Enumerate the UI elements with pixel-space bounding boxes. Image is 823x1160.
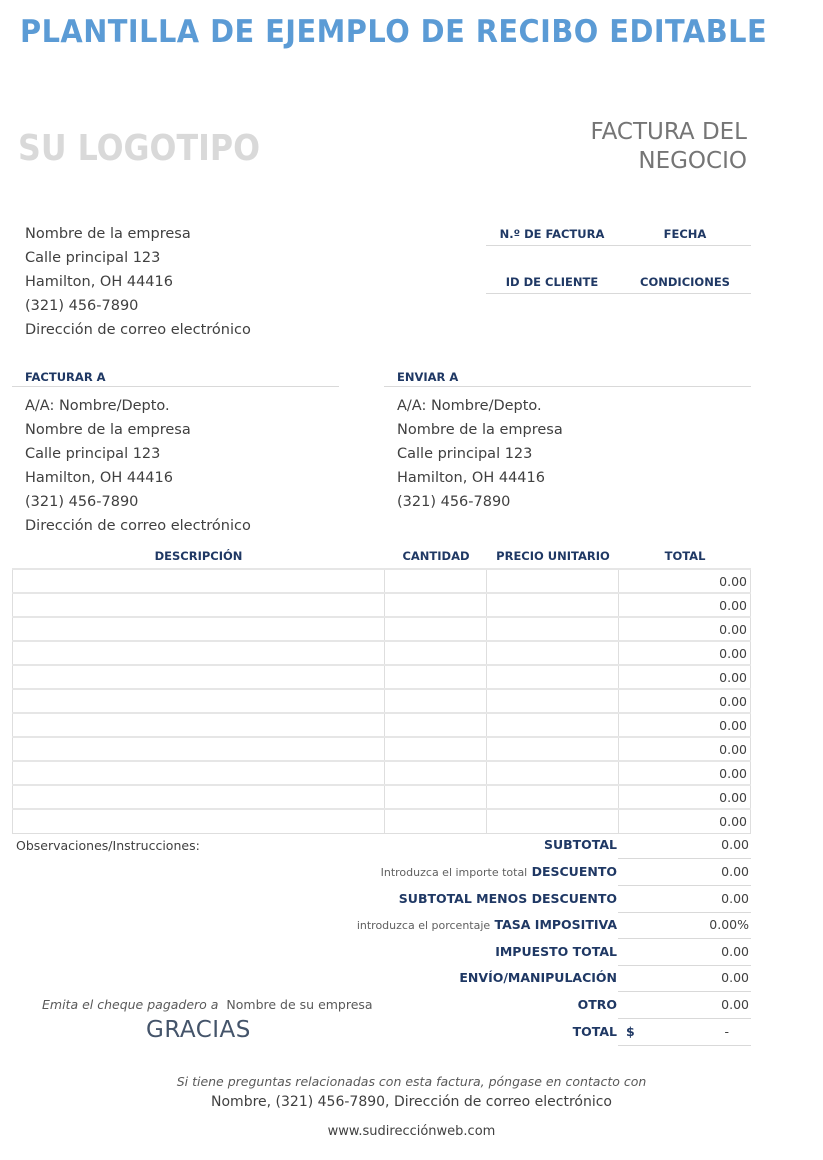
sender-city[interactable]: Hamilton, OH 44416 [25, 274, 173, 290]
ship-to-heading: ENVIAR A [397, 370, 459, 384]
table-row [13, 617, 751, 641]
quantity-cell[interactable] [385, 617, 487, 641]
bill-to-street[interactable]: Calle principal 123 [25, 446, 161, 462]
summary-subtotal [360, 832, 751, 859]
line-total-cell: 0.00 [619, 785, 751, 809]
cheque-prefix: Emita el cheque pagadero a [42, 997, 219, 1012]
shipping-label: ENVÍO/MANIPULACIÓN [459, 970, 617, 985]
tax-rate-value[interactable]: 0.00% [709, 917, 749, 932]
tax-rate-label-group [357, 912, 617, 939]
total-tax-label: IMPUESTO TOTAL [495, 944, 617, 959]
business-title-line2: NEGOCIO [638, 148, 747, 174]
table-row [13, 689, 751, 713]
bill-to-phone[interactable]: (321) 456-7890 [25, 494, 139, 510]
total-label: TOTAL [572, 1024, 617, 1039]
document-title: PLANTILLA DE EJEMPLO DE RECIBO EDITABLE [20, 14, 768, 50]
unit-price-cell[interactable] [487, 689, 619, 713]
subtotal-value: 0.00 [721, 837, 749, 852]
other-label: OTRO [577, 997, 617, 1012]
client-id-field[interactable] [486, 296, 618, 316]
quantity-cell[interactable] [385, 761, 487, 785]
ship-to-address [397, 394, 563, 514]
unit-price-cell[interactable] [487, 593, 619, 617]
subtotal-less-discount-value: 0.00 [721, 891, 749, 906]
description-cell[interactable] [13, 761, 385, 785]
subtotal-label: SUBTOTAL [543, 837, 617, 852]
description-cell[interactable] [13, 689, 385, 713]
bill-to-company[interactable]: Nombre de la empresa [25, 422, 191, 438]
business-title-line1: FACTURA DEL [590, 119, 747, 145]
total-value: - [724, 1024, 729, 1039]
summary-tax-rate [356, 912, 751, 939]
sender-email[interactable]: Dirección de correo electrónico [25, 322, 251, 338]
bill-to-attn[interactable]: A/A: Nombre/Depto. [25, 398, 170, 414]
subtotal-less-discount-label: SUBTOTAL MENOS DESCUENTO [398, 891, 617, 906]
column-header-description: DESCRIPCIÓN [154, 549, 243, 563]
bill-to-address [25, 394, 251, 538]
discount-hint: Introduzca el importe total [380, 866, 528, 879]
discount-label-group [381, 859, 617, 886]
description-cell[interactable] [13, 809, 385, 833]
description-cell[interactable] [13, 785, 385, 809]
table-row [13, 593, 751, 617]
terms-label: CONDICIONES [640, 275, 730, 289]
quantity-cell[interactable] [385, 665, 487, 689]
bill-to-city[interactable]: Hamilton, OH 44416 [25, 470, 173, 486]
table-row [13, 785, 751, 809]
sender-phone[interactable]: (321) 456-7890 [25, 298, 139, 314]
table-row [13, 809, 751, 833]
line-total-cell: 0.00 [619, 713, 751, 737]
date-field[interactable] [619, 248, 751, 268]
thank-you-text: GRACIAS [146, 1017, 251, 1043]
summary-discount [360, 859, 751, 886]
quantity-cell[interactable] [385, 593, 487, 617]
summary-total [360, 1019, 751, 1046]
quantity-cell[interactable] [385, 785, 487, 809]
discount-value[interactable]: 0.00 [721, 864, 749, 879]
summary-rule [618, 1045, 751, 1046]
invoice-meta-rule-2 [486, 293, 751, 294]
other-value[interactable]: 0.00 [721, 997, 749, 1012]
line-total-cell: 0.00 [619, 665, 751, 689]
unit-price-cell[interactable] [487, 641, 619, 665]
line-total-cell: 0.00 [619, 617, 751, 641]
description-cell[interactable] [13, 641, 385, 665]
line-total-cell: 0.00 [619, 809, 751, 833]
bill-to-heading: FACTURAR A [25, 370, 106, 384]
date-label: FECHA [663, 227, 707, 241]
quantity-cell[interactable] [385, 713, 487, 737]
description-cell[interactable] [13, 569, 385, 593]
table-row [13, 665, 751, 689]
bill-to-rule [12, 386, 339, 387]
tax-rate-label: TASA IMPOSITIVA [494, 917, 617, 932]
description-cell[interactable] [13, 665, 385, 689]
bill-to-email[interactable]: Dirección de correo electrónico [25, 518, 251, 534]
invoice-number-label: N.º DE FACTURA [499, 227, 605, 241]
payee-name[interactable]: Nombre de su empresa [226, 997, 373, 1012]
unit-price-cell[interactable] [487, 713, 619, 737]
line-total-cell: 0.00 [619, 569, 751, 593]
table-row [13, 737, 751, 761]
ship-to-rule [384, 386, 751, 387]
sender-street[interactable]: Calle principal 123 [25, 250, 161, 266]
footer-question: Si tiene preguntas relacionadas con esta factura, póngase en contacto con [176, 1074, 647, 1089]
description-cell[interactable] [13, 617, 385, 641]
unit-price-cell[interactable] [487, 569, 619, 593]
quantity-cell[interactable] [385, 569, 487, 593]
notes-label[interactable]: Observaciones/Instrucciones: [16, 838, 200, 853]
line-total-cell: 0.00 [619, 689, 751, 713]
quantity-cell[interactable] [385, 809, 487, 833]
footer-website[interactable]: www.sudirecciónweb.com [327, 1124, 496, 1139]
table-row [13, 641, 751, 665]
logo-placeholder[interactable]: SU LOGOTIPO [18, 128, 261, 169]
table-row [13, 569, 751, 593]
description-cell[interactable] [13, 713, 385, 737]
unit-price-cell[interactable] [487, 665, 619, 689]
line-total-cell: 0.00 [619, 593, 751, 617]
quantity-cell[interactable] [385, 737, 487, 761]
quantity-cell[interactable] [385, 641, 487, 665]
unit-price-cell[interactable] [487, 617, 619, 641]
invoice-meta-rule-1 [486, 245, 751, 246]
tax-rate-hint: introduzca el porcentaje [356, 919, 491, 932]
column-header-quantity: CANTIDAD [402, 549, 470, 563]
line-total-cell: 0.00 [619, 761, 751, 785]
total-tax-value: 0.00 [721, 944, 749, 959]
summary-shipping [360, 965, 751, 992]
description-cell[interactable] [13, 593, 385, 617]
quantity-cell[interactable] [385, 689, 487, 713]
cheque-payable-line [42, 997, 373, 1012]
ship-to-street[interactable]: Calle principal 123 [397, 446, 533, 462]
unit-price-cell[interactable] [487, 761, 619, 785]
table-row [13, 713, 751, 737]
summary-total-tax [360, 939, 751, 966]
footer-contact[interactable]: Nombre, (321) 456-7890, Dirección de correo electrónico [211, 1094, 612, 1110]
column-header-total: TOTAL [664, 549, 706, 563]
summary-other [360, 992, 751, 1019]
ship-to-attn[interactable]: A/A: Nombre/Depto. [397, 398, 542, 414]
summary-subtotal-less-discount [360, 886, 751, 913]
sender-address [25, 222, 251, 342]
column-header-unit-price: PRECIO UNITARIO [496, 549, 610, 563]
ship-to-company[interactable]: Nombre de la empresa [397, 422, 563, 438]
invoice-number-field[interactable] [486, 248, 618, 268]
sender-company[interactable]: Nombre de la empresa [25, 226, 191, 242]
unit-price-cell[interactable] [487, 737, 619, 761]
unit-price-cell[interactable] [487, 809, 619, 833]
description-cell[interactable] [13, 737, 385, 761]
business-invoice-title [590, 118, 747, 176]
line-total-cell: 0.00 [619, 641, 751, 665]
line-items-table [12, 568, 751, 834]
terms-field[interactable] [619, 296, 751, 316]
client-id-label: ID DE CLIENTE [505, 275, 599, 289]
table-row [13, 761, 751, 785]
ship-to-phone[interactable]: (321) 456-7890 [397, 494, 511, 510]
discount-label: DESCUENTO [531, 864, 617, 879]
total-currency-symbol: $ [626, 1024, 635, 1039]
shipping-value[interactable]: 0.00 [721, 970, 749, 985]
unit-price-cell[interactable] [487, 785, 619, 809]
ship-to-city[interactable]: Hamilton, OH 44416 [397, 470, 545, 486]
line-total-cell: 0.00 [619, 737, 751, 761]
